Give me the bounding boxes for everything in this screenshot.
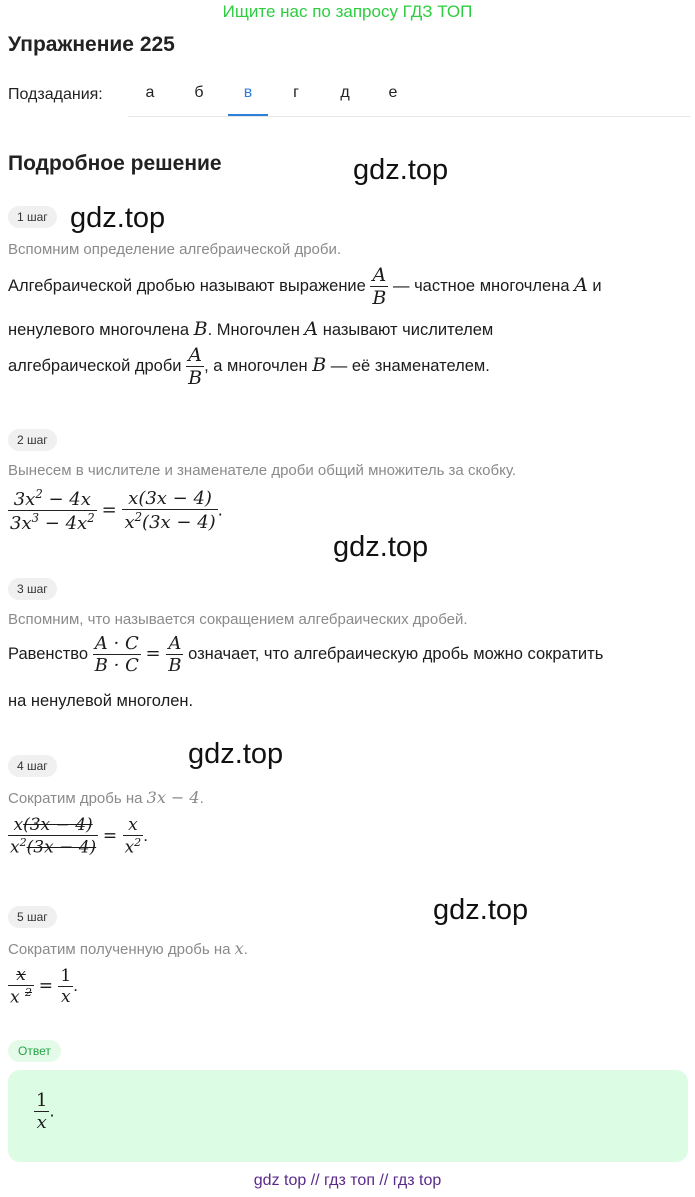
formula: $\frac{x}{x ^2}$ = $\frac{1}{x}$ . bbox=[10, 965, 78, 1008]
step-hint: Вспомним, что называется сокращением алгебраических дробей. bbox=[8, 611, 468, 628]
step-text: Равенство $\frac{A \cdot C}{B \cdot C}$ = $\frac{A}{B}$ означает, что алгебраическую дробь можно сократить bbox=[8, 633, 604, 676]
tab-a[interactable]: а bbox=[145, 84, 155, 101]
watermark: gdz.top bbox=[70, 202, 166, 234]
formula: $\frac{x(3x - 4)}{x^2(3x - 4)}$ = $\frac{x}{x^2}$ . bbox=[10, 815, 148, 858]
section-title: Подробное решение bbox=[8, 152, 222, 175]
step-badge: 5 шаг bbox=[8, 906, 57, 928]
step-badge: 1 шаг bbox=[8, 206, 57, 228]
step-badge: 3 шаг bbox=[8, 578, 57, 600]
top-banner[interactable]: Ищите нас по запросу ГДЗ ТОП bbox=[222, 2, 473, 21]
step-badge: 2 шаг bbox=[8, 429, 57, 451]
tab-b[interactable]: б bbox=[194, 84, 204, 101]
formula: $\frac{3x^2 - 4x}{3x^3 - 4x^2}$ = $\frac{x(3x - 4)}{x^2(3x - 4)}$ . bbox=[10, 487, 223, 534]
tab-g[interactable]: г bbox=[293, 84, 299, 101]
tab-d[interactable]: д bbox=[340, 84, 350, 101]
watermark: gdz.top bbox=[433, 894, 529, 926]
step-hint: Вынесем в числителе и знаменателе дроби общий множитель за скобку. bbox=[8, 462, 517, 479]
step-text: на ненулевой многолен. bbox=[8, 692, 194, 710]
answer-box bbox=[8, 1070, 688, 1162]
step-hint: Сократим дробь на 3x − 4. bbox=[8, 788, 204, 807]
watermark: gdz.top bbox=[353, 154, 449, 186]
footer-links[interactable]: gdz top // гдз топ // гдз top bbox=[253, 1172, 442, 1189]
step-text: Алгебраической дробью называют выражение $\frac{A}{B}$ — частное многочлена A и bbox=[8, 264, 602, 309]
watermark: gdz.top bbox=[333, 531, 429, 563]
tab-v[interactable]: в bbox=[228, 84, 268, 116]
page-title: Упражнение 225 bbox=[8, 33, 175, 56]
subtask-tabs bbox=[128, 84, 690, 117]
step-text: ненулевого многочлена B. Многочлен A называют числителем bbox=[8, 318, 494, 340]
step-badge: 4 шаг bbox=[8, 755, 57, 777]
step-text: алгебраической дроби $\frac{A}{B}$ , а многочлен B — её знаменателем. bbox=[8, 344, 490, 389]
answer-badge: Ответ bbox=[8, 1040, 61, 1062]
step-hint: Вспомним определение алгебраической дроби. bbox=[8, 241, 342, 258]
subtasks-label: Подзадания: bbox=[8, 86, 103, 103]
watermark: gdz.top bbox=[188, 738, 284, 770]
step-hint: Сократим полученную дробь на x. bbox=[8, 939, 248, 958]
answer-formula: $\frac{1}{x}$ . bbox=[36, 1090, 55, 1133]
tab-e[interactable]: е bbox=[388, 84, 398, 101]
